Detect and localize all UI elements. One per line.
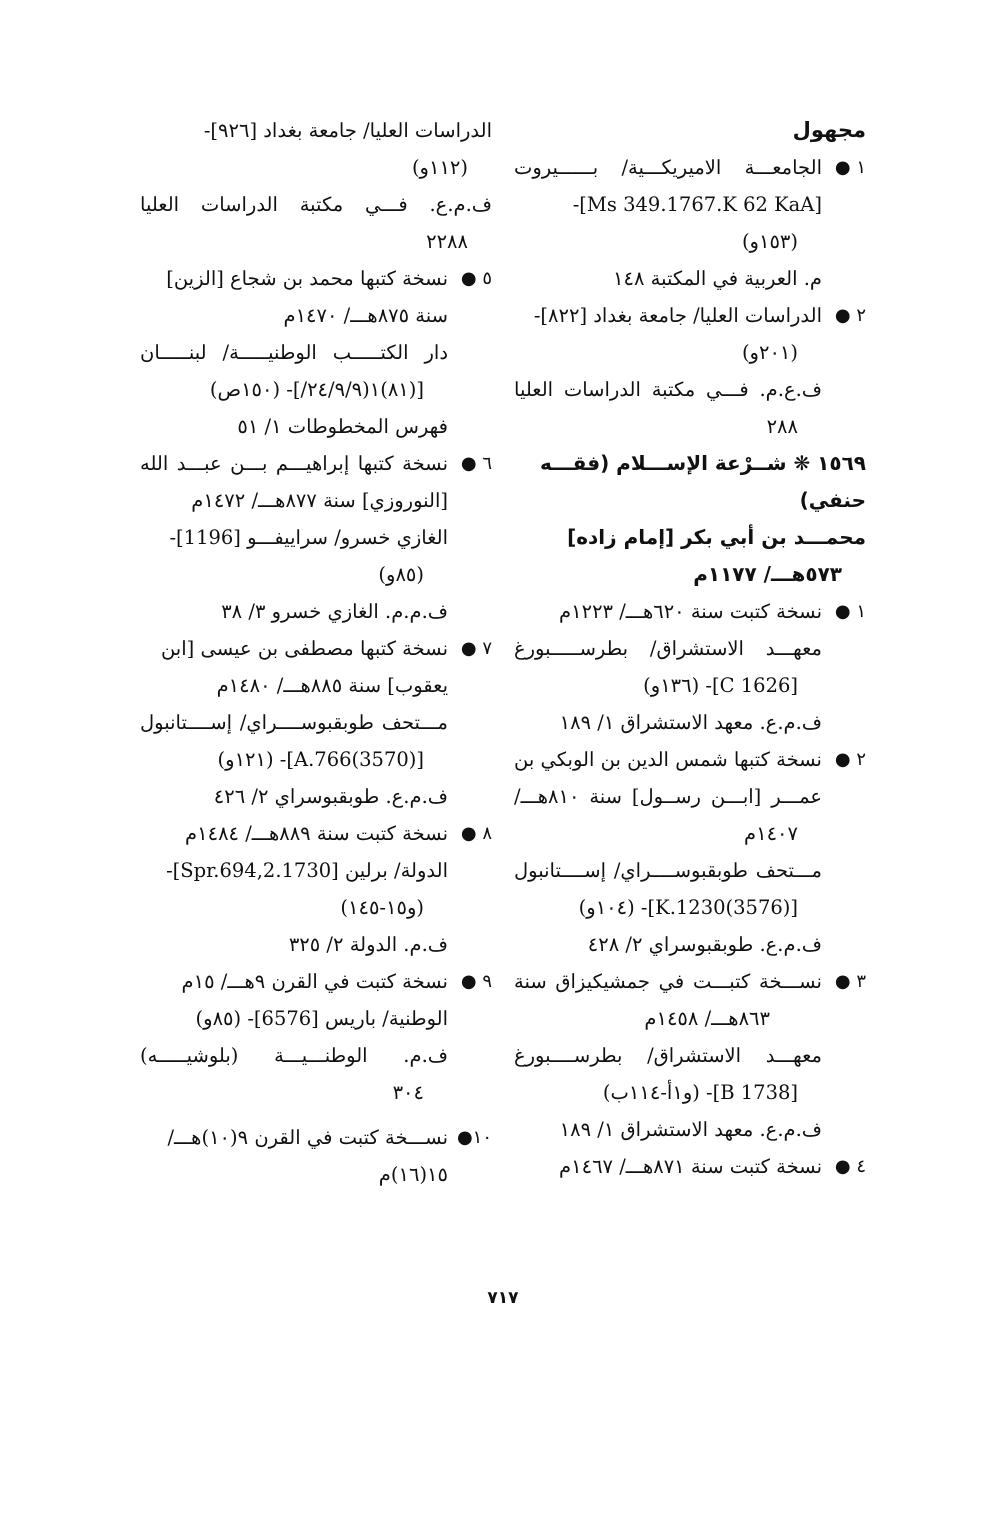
- item-marker: ٧ ●: [460, 638, 492, 659]
- item-line: دار الكتـــــب الوطنيـــــة/ لبنـــــان: [140, 341, 448, 364]
- entry-heading: حنفي): [799, 488, 866, 512]
- item-note: ف.م.ع. طوبقبوسراي ٢/ ٤٢٦: [213, 785, 448, 808]
- item-line: معهـــد الاستشراق/ بطرســــبورغ: [514, 1044, 822, 1067]
- item-line: يعقوب] سنة ٨٨٥هـــ/ ١٤٨٠م: [216, 674, 448, 697]
- continuation-line: (١١٢و): [411, 156, 468, 179]
- item-note: ف.م.ع. معهد الاستشراق ١/ ١٨٩: [559, 711, 822, 734]
- item-line: نسخة كتبها محمد بن شجاع [الزين]: [166, 267, 448, 290]
- list-item: [140, 1119, 492, 1193]
- item-line: ١٥(١٦)م: [378, 1163, 448, 1186]
- list-item: [140, 815, 492, 963]
- page-number: ٧١٧: [487, 1288, 519, 1308]
- item-marker: ٢ ●: [834, 749, 866, 770]
- item-line: نســـخة كتبت في القرن ٩(١٠)هـــ/: [167, 1126, 448, 1149]
- list-item: [140, 260, 492, 445]
- continuation-note: ٢٢٨٨: [426, 230, 468, 253]
- list-item: [140, 630, 492, 815]
- item-marker: ٣ ●: [834, 971, 866, 992]
- item-marker: ٢ ●: [834, 305, 866, 326]
- item-marker: ٩ ●: [460, 971, 492, 992]
- item-line: عمـــر [ابـــن رســول] سنة ٨١٠هـــ/: [514, 785, 822, 808]
- item-note: فهرس المخطوطات ١/ ٥١: [237, 415, 448, 438]
- item-note: ف.م.ع. معهد الاستشراق ١/ ١٨٩: [559, 1118, 822, 1141]
- item-line: الدراسات العليا/ جامعة بغداد [٨٢٢]-: [533, 304, 822, 327]
- item-line: نسخة كتبت سنة ٨٧١هـــ/ ١٤٦٧م: [559, 1155, 822, 1178]
- list-item: [514, 741, 866, 963]
- item-note: ٣٠٤: [392, 1081, 424, 1104]
- item-note: ٢٨٨: [766, 415, 798, 438]
- item-note: ف.م.ع. طوبقبوسراي ٢/ ٤٢٨: [587, 933, 822, 956]
- item-note: م. العربية في المكتبة ١٤٨: [613, 267, 822, 290]
- item-line: الوطنية/ باريس [6576]- (٨٥و): [195, 1007, 448, 1030]
- item-line: نسخة كتبها مصطفى بن عيسى [ابن: [160, 637, 448, 660]
- item-line: ٨٦٣هـــ/ ١٤٥٨م: [644, 1007, 770, 1030]
- item-marker: ١ ●: [834, 157, 866, 178]
- item-line: (٢٠١و): [741, 341, 798, 364]
- item-line: الدولة/ برلين [1730.Spr.694,2]-: [166, 859, 448, 882]
- list-item: [514, 963, 866, 1148]
- item-note: ف.م.م. الغازي خسرو ٣/ ٣٨: [221, 600, 448, 623]
- item-line: مـــتحف طوبقبوســــراي/ إســــتانبول: [140, 711, 448, 734]
- item-line: نسخة كتبها شمس الدين بن الوبكي بن: [514, 748, 822, 771]
- right-column: [514, 112, 866, 1185]
- item-marker: ١٠●: [456, 1127, 492, 1148]
- list-item: [514, 1148, 866, 1185]
- item-line: الغازي خسرو/ سراييفـــو [1196]-: [169, 526, 448, 549]
- item-line: [(3576)K.1230]- (١٠٤و): [578, 896, 798, 919]
- item-marker: ٦ ●: [460, 453, 492, 474]
- item-line: مـــتحف طوبقبوســــراي/ إســــتانبول: [514, 859, 822, 882]
- item-line: (و١٥-١٤٥): [340, 896, 424, 919]
- list-item: [514, 593, 866, 741]
- item-line: معهـــد الاستشراق/ بطرســـــبورغ: [514, 637, 822, 660]
- item-note: ف.ع.م. فـــي مكتبة الدراسات العليا: [514, 378, 822, 401]
- continuation-line: الدراسات العليا/ جامعة بغداد [٩٢٦]-: [203, 119, 492, 142]
- item-line: ١٤٠٧م: [744, 822, 798, 845]
- item-line: نسخة كتبها إبراهيـــم بـــن عبـــد الله: [140, 452, 448, 475]
- section-author-heading: مجهول: [792, 118, 866, 142]
- item-line: [C 1626]- (١٣٦و): [643, 674, 798, 697]
- item-line: [B 1738]- (و١أ-١١٤ب): [602, 1081, 798, 1104]
- item-note: ف.م. الدولة ٢/ ٣٢٥: [288, 933, 448, 956]
- item-line: [Ms 349.1767.K 62 KaA]-: [572, 193, 822, 216]
- item-line: سنة ٨٧٥هـــ/ ١٤٧٠م: [283, 304, 448, 327]
- item-marker: ٥ ●: [460, 268, 492, 289]
- entry-heading: ١٥٦٩ ❋ شــرْعة الإســـلام (فقـــه: [539, 451, 866, 475]
- item-line: (٨٥و): [378, 563, 424, 586]
- item-line: نســـخة كتبـــت في جمشيكيزاق سنة: [514, 970, 822, 993]
- item-note: ف.م. الوطنـــيـــة (بلوشيـــــه): [140, 1044, 448, 1067]
- item-marker: ٨ ●: [460, 823, 492, 844]
- item-line: نسخة كتبت سنة ٦٢٠هـــ/ ١٢٢٣م: [559, 600, 822, 623]
- item-line: نسخة كتبت سنة ٨٨٩هـــ/ ١٤٨٤م: [185, 822, 448, 845]
- list-item: [140, 963, 492, 1111]
- item-line: [(٨١)١(٢٤/٩/٩/]- (١٥٠ص): [209, 378, 424, 401]
- item-line: [النوروزي] سنة ٨٧٧هـــ/ ١٤٧٢م: [191, 489, 448, 512]
- item-line: الجامعـــة الاميريكـــية/ بــــــيروت: [514, 156, 822, 179]
- entry-author: ٥٧٣هـــ/ ١١٧٧م: [693, 562, 842, 586]
- item-line: [(3570)A.766]- (١٢١و): [217, 748, 424, 771]
- item-line: (١٥٣و): [741, 230, 798, 253]
- list-item: [514, 149, 866, 297]
- continuation-note: ف.م.ع. فـــي مكتبة الدراسات العليا: [140, 193, 492, 216]
- left-column: [140, 112, 492, 1193]
- item-marker: ٤ ●: [834, 1156, 866, 1177]
- list-item: [140, 445, 492, 630]
- item-marker: ١ ●: [834, 601, 866, 622]
- entry-author: محمـــد بن أبي بكر [إمام زاده]: [567, 525, 866, 549]
- item-line: نسخة كتبت في القرن ٩هـــ/ ١٥م: [181, 970, 448, 993]
- list-item: [514, 297, 866, 445]
